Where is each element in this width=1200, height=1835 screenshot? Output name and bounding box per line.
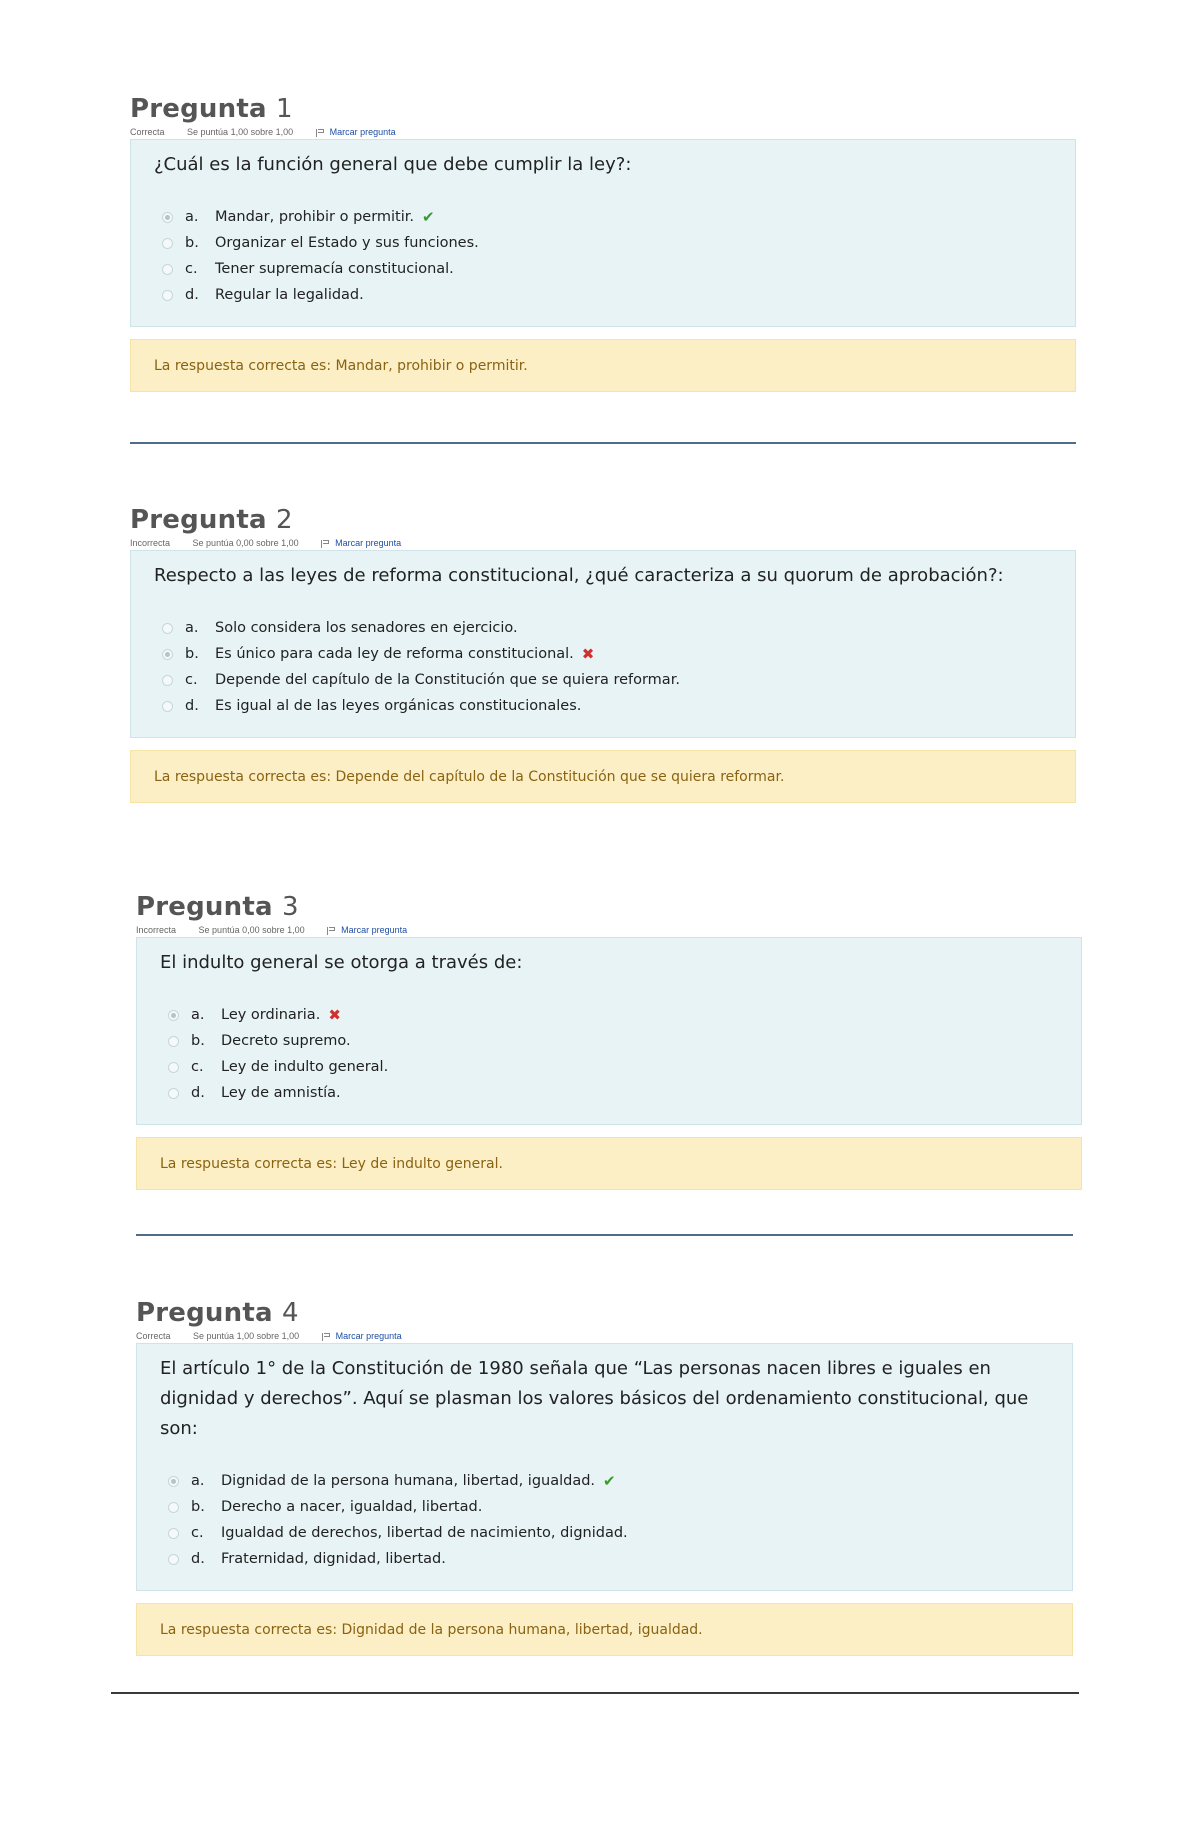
answer-letter: c. — [191, 1525, 204, 1541]
answer-list — [160, 1468, 1050, 1572]
answer-text: Ley de indulto general. — [221, 1059, 389, 1075]
answer-letter: d. — [185, 287, 199, 303]
question-status: Incorrecta — [136, 925, 177, 935]
radio-button[interactable] — [168, 1554, 179, 1565]
question-content — [130, 550, 1076, 738]
answer-option-b[interactable] — [160, 1028, 1059, 1054]
cross-icon: ✖ — [581, 645, 595, 663]
answer-letter: c. — [185, 261, 198, 277]
question-info — [130, 537, 1076, 549]
answer-text: Regular la legalidad. — [215, 287, 364, 303]
question-title-text: Pregunta — [130, 94, 267, 124]
question-score: Se puntúa 0,00 sobre 1,00 — [198, 925, 305, 935]
question-title-text: Pregunta — [130, 505, 267, 535]
answer-text: Organizar el Estado y sus funciones. — [215, 235, 479, 251]
question-status: Correcta — [130, 127, 165, 137]
question-number: 3 — [281, 892, 299, 922]
question-text: El artículo 1° de la Constitución de 1980 señala que “Las personas nacen libres e iguales en dignidad y derechos”. Aquí se plasman los valores básicos del ordenamiento constitucional, que son: — [160, 1358, 1029, 1439]
radio-button[interactable] — [162, 238, 173, 249]
answer-option-d[interactable] — [154, 282, 1053, 308]
answer-option-c[interactable] — [160, 1520, 1050, 1546]
answer-text: Derecho a nacer, igualdad, libertad. — [221, 1499, 483, 1515]
answer-letter: c. — [191, 1059, 204, 1075]
question-3 — [136, 890, 1082, 1190]
flag-question-label: Marcar pregunta — [329, 127, 396, 137]
radio-button[interactable] — [168, 1036, 179, 1047]
question-title — [130, 92, 1076, 126]
answer-letter: c. — [185, 672, 198, 688]
section-divider — [136, 1234, 1073, 1236]
question-score: Se puntúa 1,00 sobre 1,00 — [187, 127, 294, 137]
answer-option-d[interactable] — [160, 1546, 1050, 1572]
answer-letter: a. — [191, 1473, 205, 1489]
question-4 — [136, 1296, 1073, 1656]
question-score: Se puntúa 1,00 sobre 1,00 — [193, 1331, 300, 1341]
question-number: 4 — [281, 1298, 299, 1328]
question-1 — [130, 92, 1076, 392]
question-title-text: Pregunta — [136, 1298, 273, 1328]
question-title — [130, 503, 1076, 537]
question-content — [136, 937, 1082, 1125]
flag-question-label: Marcar pregunta — [335, 1331, 402, 1341]
radio-button[interactable] — [168, 1528, 179, 1539]
question-info — [130, 126, 1076, 138]
radio-button[interactable] — [168, 1088, 179, 1099]
answer-option-b[interactable] — [160, 1494, 1050, 1520]
answer-letter: b. — [191, 1499, 205, 1515]
radio-button[interactable] — [162, 623, 173, 634]
question-status: Correcta — [136, 1331, 171, 1341]
answer-text: Decreto supremo. — [221, 1033, 351, 1049]
flag-question-link[interactable] — [322, 1331, 422, 1341]
answer-letter: a. — [185, 620, 199, 636]
answer-letter: a. — [191, 1007, 205, 1023]
radio-button[interactable] — [162, 701, 173, 712]
flag-icon — [322, 1333, 331, 1341]
answer-option-d[interactable] — [154, 693, 1053, 719]
answer-letter: b. — [191, 1033, 205, 1049]
answer-letter: d. — [185, 698, 199, 714]
question-info — [136, 1330, 1073, 1342]
answer-text: Ley de amnistía. — [221, 1085, 341, 1101]
question-text: Respecto a las leyes de reforma constitucional, ¿qué caracteriza a su quorum de aprobación?: — [154, 565, 1004, 586]
answer-text: Es único para cada ley de reforma constitucional. — [215, 646, 574, 662]
question-number: 2 — [275, 505, 293, 535]
answer-text: Es igual al de las leyes orgánicas constitucionales. — [215, 698, 582, 714]
answer-option-b[interactable] — [154, 641, 1053, 667]
question-title — [136, 1296, 1073, 1330]
answer-list — [154, 204, 1053, 308]
flag-question-label: Marcar pregunta — [341, 925, 408, 935]
question-text: ¿Cuál es la función general que debe cumplir la ley?: — [154, 154, 632, 175]
radio-button[interactable] — [162, 675, 173, 686]
answer-text: Mandar, prohibir o permitir. — [215, 209, 415, 225]
flag-icon — [316, 129, 325, 137]
radio-button[interactable] — [168, 1062, 179, 1073]
answer-list — [154, 615, 1053, 719]
answer-text: Igualdad de derechos, libertad de nacimiento, dignidad. — [221, 1525, 628, 1541]
answer-letter: a. — [185, 209, 199, 225]
flag-question-link[interactable] — [321, 538, 421, 548]
question-number: 1 — [275, 94, 293, 124]
flag-question-label: Marcar pregunta — [335, 538, 402, 548]
answer-letter: b. — [185, 235, 199, 251]
answer-option-c[interactable] — [160, 1054, 1059, 1080]
correct-answer-feedback: La respuesta correcta es: Mandar, prohibir o permitir. — [130, 339, 1076, 392]
radio-button[interactable] — [168, 1476, 179, 1487]
answer-option-a[interactable] — [160, 1002, 1059, 1028]
answer-letter: d. — [191, 1085, 205, 1101]
correct-answer-feedback: La respuesta correcta es: Depende del capítulo de la Constitución que se quiera reformar. — [130, 750, 1076, 803]
flag-question-link[interactable] — [316, 127, 416, 137]
answer-letter: d. — [191, 1551, 205, 1567]
question-title — [136, 890, 1082, 924]
question-2 — [130, 503, 1076, 803]
answer-letter: b. — [185, 646, 199, 662]
cross-icon: ✖ — [328, 1006, 341, 1024]
answer-text: Dignidad de la persona humana, libertad, igualdad. — [221, 1473, 596, 1489]
page-bottom-divider — [111, 1692, 1079, 1694]
question-content — [136, 1343, 1073, 1591]
radio-button[interactable] — [162, 649, 173, 660]
question-score: Se puntúa 0,00 sobre 1,00 — [192, 538, 299, 548]
question-text: El indulto general se otorga a través de: — [160, 952, 523, 973]
answer-option-a[interactable] — [154, 615, 1053, 641]
radio-button[interactable] — [162, 290, 173, 301]
flag-icon — [327, 927, 336, 935]
question-title-text: Pregunta — [136, 892, 273, 922]
radio-button[interactable] — [162, 212, 173, 223]
answer-text: Tener supremacía constitucional. — [215, 261, 454, 277]
radio-button[interactable] — [162, 264, 173, 275]
question-info — [136, 924, 1082, 936]
radio-button[interactable] — [168, 1010, 179, 1021]
answer-text: Solo considera los senadores en ejercicio. — [215, 620, 518, 636]
radio-button[interactable] — [168, 1502, 179, 1513]
answer-text: Fraternidad, dignidad, libertad. — [221, 1551, 446, 1567]
answer-option-c[interactable] — [154, 667, 1053, 693]
flag-icon — [321, 540, 330, 548]
question-status: Incorrecta — [130, 538, 171, 548]
answer-option-c[interactable] — [154, 256, 1053, 282]
flag-question-link[interactable] — [327, 925, 427, 935]
correct-answer-feedback: La respuesta correcta es: Ley de indulto general. — [136, 1137, 1082, 1190]
question-content — [130, 139, 1076, 327]
answer-option-d[interactable] — [160, 1080, 1059, 1106]
section-divider — [130, 442, 1076, 444]
answer-list — [160, 1002, 1059, 1106]
answer-option-a[interactable] — [160, 1468, 1050, 1494]
answer-text: Ley ordinaria. — [221, 1007, 321, 1023]
check-icon: ✔ — [603, 1472, 616, 1490]
answer-text: Depende del capítulo de la Constitución que se quiera reformar. — [215, 672, 680, 688]
check-icon: ✔ — [422, 208, 435, 226]
answer-option-a[interactable] — [154, 204, 1053, 230]
answer-option-b[interactable] — [154, 230, 1053, 256]
correct-answer-feedback: La respuesta correcta es: Dignidad de la persona humana, libertad, igualdad. — [136, 1603, 1073, 1656]
